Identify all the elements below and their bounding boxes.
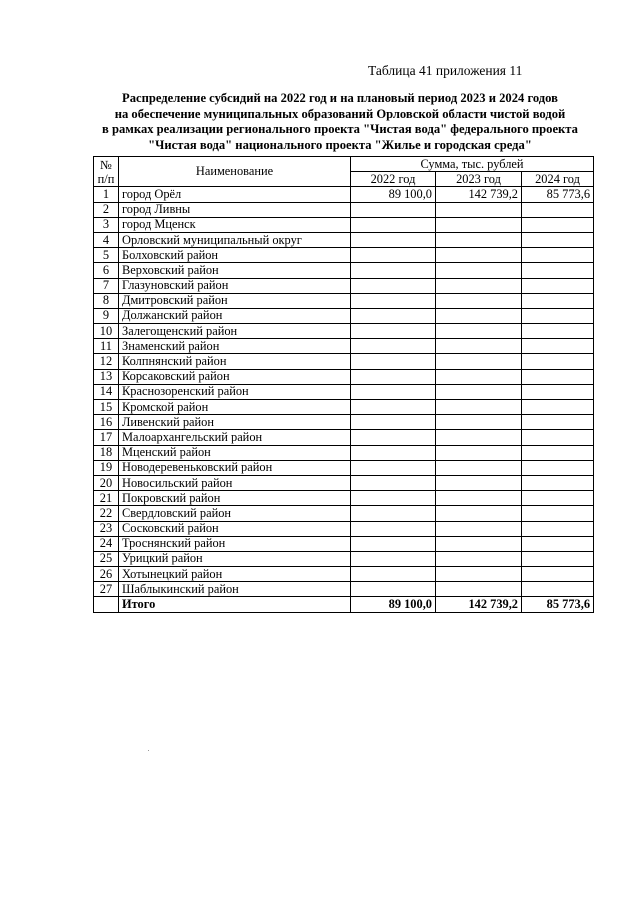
row-value-2023 — [436, 536, 522, 551]
row-name: Сосковский район — [119, 521, 351, 536]
row-value-2024 — [522, 567, 594, 582]
row-name: Малоархангельский район — [119, 430, 351, 445]
row-value-2024 — [522, 293, 594, 308]
row-number: 21 — [94, 491, 119, 506]
row-number: 12 — [94, 354, 119, 369]
row-value-2024 — [522, 384, 594, 399]
title-line: "Чистая вода" национального проекта "Жилье и городская среда" — [148, 137, 532, 152]
total-label: Итого — [119, 597, 351, 612]
row-value-2023 — [436, 475, 522, 490]
title-line: в рамках реализации регионального проекта "Чистая вода" федерального проекта — [102, 122, 578, 137]
row-value-2023 — [436, 567, 522, 582]
row-number: 14 — [94, 384, 119, 399]
row-value-2022 — [351, 217, 436, 232]
table-row — [94, 187, 594, 202]
row-value-2022 — [351, 324, 436, 339]
row-number: 10 — [94, 324, 119, 339]
row-number: 5 — [94, 248, 119, 263]
row-value-2022 — [351, 202, 436, 217]
row-value-2022 — [351, 415, 436, 430]
row-value-2023: 142 739,2 — [436, 187, 522, 202]
row-name: город Орёл — [119, 187, 351, 202]
row-value-2023 — [436, 551, 522, 566]
row-value-2024: 85 773,6 — [522, 187, 594, 202]
row-value-2024 — [522, 460, 594, 475]
row-name: город Мценск — [119, 217, 351, 232]
table-row — [94, 400, 594, 415]
row-number: 7 — [94, 278, 119, 293]
row-name: Залегощенский район — [119, 324, 351, 339]
row-value-2024 — [522, 202, 594, 217]
header-year-2022: 2022 год — [351, 172, 436, 187]
row-number: 4 — [94, 232, 119, 247]
row-name: Урицкий район — [119, 551, 351, 566]
row-value-2023 — [436, 415, 522, 430]
row-name: Мценский район — [119, 445, 351, 460]
table-row — [94, 232, 594, 247]
row-value-2024 — [522, 339, 594, 354]
row-value-2023 — [436, 308, 522, 323]
row-number: 8 — [94, 293, 119, 308]
row-number: 6 — [94, 263, 119, 278]
row-number: 1 — [94, 187, 119, 202]
row-name: Знаменский район — [119, 339, 351, 354]
header-name: Наименование — [119, 157, 351, 187]
table-row — [94, 430, 594, 445]
row-value-2023 — [436, 248, 522, 263]
header-year-2024: 2024 год — [522, 172, 594, 187]
row-value-2023 — [436, 521, 522, 536]
row-number: 2 — [94, 202, 119, 217]
table-row — [94, 506, 594, 521]
row-value-2023 — [436, 400, 522, 415]
row-number: 20 — [94, 475, 119, 490]
row-number: 27 — [94, 582, 119, 597]
table-row — [94, 521, 594, 536]
table-row — [94, 263, 594, 278]
row-name: Верховский район — [119, 263, 351, 278]
row-value-2024 — [522, 582, 594, 597]
row-name: Кромской район — [119, 400, 351, 415]
row-value-2022 — [351, 445, 436, 460]
table-row — [94, 248, 594, 263]
row-name: Болховский район — [119, 248, 351, 263]
row-value-2023 — [436, 278, 522, 293]
row-value-2024 — [522, 248, 594, 263]
row-number: 25 — [94, 551, 119, 566]
row-value-2023 — [436, 232, 522, 247]
row-number: 26 — [94, 567, 119, 582]
row-name: Дмитровский район — [119, 293, 351, 308]
row-name: Должанский район — [119, 308, 351, 323]
row-name: Ливенский район — [119, 415, 351, 430]
row-value-2024 — [522, 369, 594, 384]
row-number: 22 — [94, 506, 119, 521]
row-value-2022 — [351, 384, 436, 399]
row-value-2024 — [522, 324, 594, 339]
row-value-2023 — [436, 217, 522, 232]
row-value-2022 — [351, 521, 436, 536]
row-name: Новодеревеньковский район — [119, 460, 351, 475]
row-number: 17 — [94, 430, 119, 445]
row-value-2023 — [436, 263, 522, 278]
total-value-2024: 85 773,6 — [522, 597, 594, 612]
table-row — [94, 567, 594, 582]
total-number-cell — [94, 597, 119, 612]
header-year-2023: 2023 год — [436, 172, 522, 187]
table-row — [94, 475, 594, 490]
row-value-2022 — [351, 278, 436, 293]
row-name: Покровский район — [119, 491, 351, 506]
total-value-2022: 89 100,0 — [351, 597, 436, 612]
row-number: 18 — [94, 445, 119, 460]
row-value-2024 — [522, 521, 594, 536]
row-value-2023 — [436, 324, 522, 339]
row-number: 16 — [94, 415, 119, 430]
row-value-2024 — [522, 415, 594, 430]
row-value-2022 — [351, 551, 436, 566]
table-row — [94, 582, 594, 597]
scan-speck — [148, 750, 149, 751]
row-name: Новосильский район — [119, 475, 351, 490]
row-name: город Ливны — [119, 202, 351, 217]
row-value-2023 — [436, 384, 522, 399]
row-name: Колпнянский район — [119, 354, 351, 369]
row-value-2022 — [351, 369, 436, 384]
row-value-2022 — [351, 491, 436, 506]
row-value-2024 — [522, 445, 594, 460]
document-title — [60, 91, 620, 153]
row-value-2023 — [436, 430, 522, 445]
row-value-2024 — [522, 278, 594, 293]
row-value-2024 — [522, 354, 594, 369]
table-row — [94, 293, 594, 308]
row-value-2024 — [522, 475, 594, 490]
row-value-2022 — [351, 263, 436, 278]
row-value-2022 — [351, 308, 436, 323]
row-name: Хотынецкий район — [119, 567, 351, 582]
row-value-2023 — [436, 369, 522, 384]
row-value-2024 — [522, 400, 594, 415]
row-value-2024 — [522, 551, 594, 566]
row-value-2024 — [522, 232, 594, 247]
row-value-2023 — [436, 445, 522, 460]
title-line: Распределение субсидий на 2022 год и на плановый период 2023 и 2024 годов — [122, 91, 558, 105]
row-value-2022 — [351, 430, 436, 445]
row-name: Шаблыкинский район — [119, 582, 351, 597]
row-value-2024 — [522, 263, 594, 278]
row-value-2022 — [351, 567, 436, 582]
row-value-2023 — [436, 202, 522, 217]
row-number: 9 — [94, 308, 119, 323]
row-value-2022 — [351, 248, 436, 263]
row-name: Орловский муниципальный округ — [119, 232, 351, 247]
table-row — [94, 369, 594, 384]
row-value-2024 — [522, 506, 594, 521]
table-row — [94, 551, 594, 566]
row-value-2022 — [351, 475, 436, 490]
row-value-2024 — [522, 536, 594, 551]
table-row — [94, 354, 594, 369]
row-value-2023 — [436, 354, 522, 369]
table-row — [94, 339, 594, 354]
row-number: 19 — [94, 460, 119, 475]
row-name: Глазуновский район — [119, 278, 351, 293]
row-value-2024 — [522, 491, 594, 506]
row-number: 24 — [94, 536, 119, 551]
table-row — [94, 278, 594, 293]
row-value-2022 — [351, 582, 436, 597]
total-value-2023: 142 739,2 — [436, 597, 522, 612]
table-row — [94, 217, 594, 232]
table-row — [94, 202, 594, 217]
row-value-2022 — [351, 293, 436, 308]
row-value-2022 — [351, 536, 436, 551]
header-sum: Сумма, тыс. рублей — [351, 157, 594, 172]
header-num: № п/п — [94, 157, 119, 187]
table-row — [94, 536, 594, 551]
row-value-2023 — [436, 293, 522, 308]
row-number: 11 — [94, 339, 119, 354]
table-row — [94, 445, 594, 460]
title-line: на обеспечение муниципальных образований Орловской области чистой водой — [114, 106, 566, 121]
row-name: Краснозоренский район — [119, 384, 351, 399]
row-value-2022: 89 100,0 — [351, 187, 436, 202]
table-row — [94, 460, 594, 475]
row-name: Троснянский район — [119, 536, 351, 551]
table-row — [94, 384, 594, 399]
row-value-2023 — [436, 339, 522, 354]
row-value-2022 — [351, 354, 436, 369]
row-name: Свердловский район — [119, 506, 351, 521]
row-value-2022 — [351, 400, 436, 415]
row-number: 3 — [94, 217, 119, 232]
table-row — [94, 308, 594, 323]
row-number: 15 — [94, 400, 119, 415]
row-value-2022 — [351, 460, 436, 475]
row-value-2023 — [436, 582, 522, 597]
row-value-2022 — [351, 339, 436, 354]
row-value-2024 — [522, 217, 594, 232]
row-value-2023 — [436, 506, 522, 521]
row-value-2023 — [436, 491, 522, 506]
row-name: Корсаковский район — [119, 369, 351, 384]
subsidy-table — [93, 156, 594, 613]
row-number: 23 — [94, 521, 119, 536]
row-value-2024 — [522, 308, 594, 323]
row-number: 13 — [94, 369, 119, 384]
total-row — [94, 597, 594, 612]
table-row — [94, 491, 594, 506]
row-value-2022 — [351, 232, 436, 247]
table-caption: Таблица 41 приложения 11 — [368, 63, 523, 78]
table-row — [94, 415, 594, 430]
row-value-2023 — [436, 460, 522, 475]
row-value-2024 — [522, 430, 594, 445]
row-value-2022 — [351, 506, 436, 521]
table-row — [94, 324, 594, 339]
